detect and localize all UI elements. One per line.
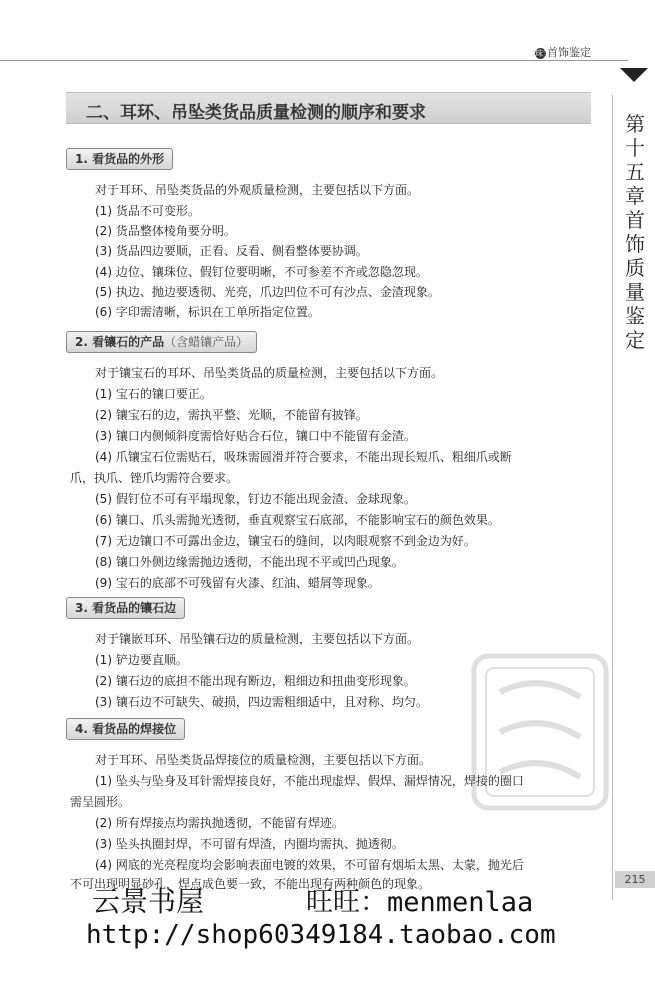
list-item: (4) 边位、镶珠位、假钉位要明晰，不可参差不齐或忽隐忽现。 bbox=[95, 265, 428, 279]
paragraph-intro: 对于耳环、吊坠类货品焊接位的质量检测，主要包括以下方面。 bbox=[95, 753, 432, 767]
section-title: 二、耳环、吊坠类货品质量检测的顺序和要求 bbox=[86, 103, 426, 123]
list-item: (9) 宝石的底部不可残留有火漆、红油、蜡屑等现象。 bbox=[95, 576, 380, 590]
list-item: (6) 镶口、爪头需抛光透彻，垂直观察宝石底部，不能影响宝石的颜色效果。 bbox=[95, 513, 500, 527]
list-item: (2) 所有焊接点均需执抛透彻，不能留有焊迹。 bbox=[95, 816, 344, 830]
side-divider bbox=[612, 95, 613, 900]
list-item: (1) 货品不可变形。 bbox=[95, 204, 200, 218]
list-item: (2) 镶石边的底担不能出现有断边，粗细边和扭曲变形现象。 bbox=[95, 674, 416, 688]
list-item: (4) 网底的光亮程度均会影响表面电镀的效果，不可留有烟垢太黑、太蒙，抛光后 bbox=[95, 858, 524, 872]
paragraph-intro: 对于耳环、吊坠类货品的外观质量检测，主要包括以下方面。 bbox=[95, 183, 420, 197]
list-item: (6) 字印需清晰，标识在工单所指定位置。 bbox=[95, 305, 320, 319]
subheading-label: 4. 看货品的焊接位 bbox=[75, 722, 177, 736]
list-item: (1) 宝石的镶口要正。 bbox=[95, 387, 212, 401]
list-item: (7) 无边镶口不可露出金边，镶宝石的缝间，以肉眼观察不到金边为好。 bbox=[95, 534, 476, 548]
paragraph-intro: 对于镶嵌耳环、吊坠镶石边的质量检测，主要包括以下方面。 bbox=[95, 632, 420, 646]
list-item: (1) 坠头与坠身及耳针需焊接良好，不能出现虚焊、假焊、漏焊情况，焊接的圈口 bbox=[95, 774, 524, 788]
paragraph-intro: 对于镶宝石的耳环、吊坠类货品的质量检测，主要包括以下方面。 bbox=[95, 366, 444, 380]
watermark-url: http://shop60349184.taobao.com bbox=[86, 920, 556, 950]
running-head-text: 首饰鉴定 bbox=[547, 46, 591, 59]
running-head-badge: 珠宝 bbox=[535, 49, 551, 58]
watermark-shop-name: 云景书屋 bbox=[92, 885, 205, 918]
subheading-label: 1. 看货品的外形 bbox=[75, 152, 165, 166]
subheading-weld-position bbox=[66, 718, 185, 740]
subheading-note: （含蜡镶产品） bbox=[164, 335, 249, 349]
header-rule bbox=[0, 60, 628, 61]
list-item: (1) 铲边要直顺。 bbox=[95, 653, 188, 667]
list-item: (4) 爪镶宝石位需贴石，吸珠需圆滑并符合要求，不能出现长短爪、粗细爪或断 bbox=[95, 450, 512, 464]
list-item: (2) 镶宝石的边，需执平整、光顺，不能留有披锋。 bbox=[95, 408, 368, 422]
watermark-contact-id: 旺旺：menmenlaa bbox=[306, 887, 534, 918]
subheading-appearance bbox=[66, 148, 173, 170]
list-item: (8) 镶口外侧边缘需抛边透彻，不能出现不平或凹凸现象。 bbox=[95, 555, 404, 569]
subheading-stone-set-products bbox=[66, 331, 257, 353]
subheading-stone-set-edge bbox=[66, 597, 185, 619]
list-item-continuation: 爪，执爪、锉爪均需符合要求。 bbox=[70, 471, 239, 485]
list-item: (3) 镶石边不可缺失、破损，四边需粗细适中，且对称、均匀。 bbox=[95, 695, 428, 709]
seal-stamp-watermark bbox=[470, 652, 610, 812]
list-item-continuation: 不可出现明显砂孔，焊点成色要一致，不能出现有两种颜色的现象。 bbox=[70, 877, 431, 891]
subheading-label: 2. 看镶石的产品 bbox=[75, 335, 165, 349]
chapter-title-vertical: 第十五章 首饰质量鉴定 bbox=[625, 112, 645, 352]
list-item-continuation: 需呈圆形。 bbox=[70, 795, 131, 809]
list-item: (2) 货品整体棱角要分明。 bbox=[95, 224, 236, 238]
subheading-label: 3. 看货品的镶石边 bbox=[75, 601, 177, 615]
list-item: (5) 执边、抛边要透彻、光亮，爪边凹位不可有沙点、金渣现象。 bbox=[95, 285, 440, 299]
list-item: (3) 货品四边要顺，正看、反看、侧看整体要协调。 bbox=[95, 244, 368, 258]
list-item: (3) 镶口内侧倾斜度需恰好贴合石位，镶口中不能留有金渣。 bbox=[95, 429, 416, 443]
list-item: (5) 假钉位不可有平塌现象，钉边不能出现金渣、金球现象。 bbox=[95, 492, 416, 506]
list-item: (3) 坠头执圈封焊，不可留有焊渣，内圈均需执、抛透彻。 bbox=[95, 837, 404, 851]
diamond-icon bbox=[620, 68, 648, 82]
running-head bbox=[535, 44, 591, 60]
page-number: 215 bbox=[615, 871, 655, 888]
